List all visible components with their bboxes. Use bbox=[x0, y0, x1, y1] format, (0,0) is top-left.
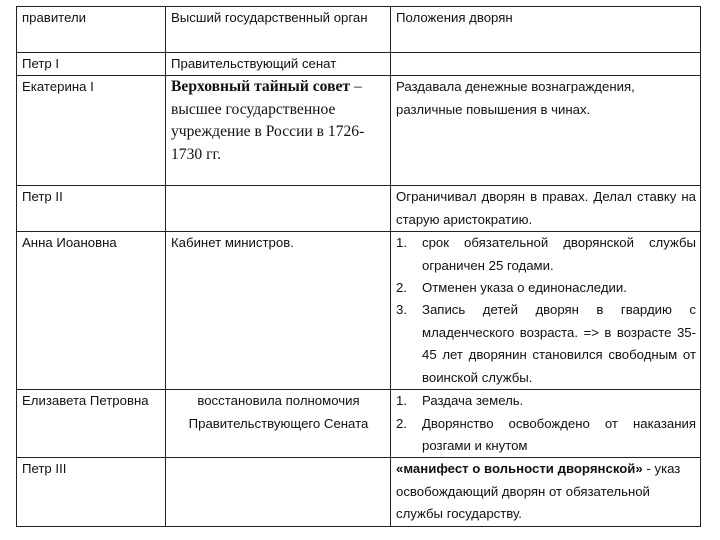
list-item-text: срок обязательной дворянской службы ограничен 25 годами. bbox=[422, 235, 696, 273]
position-text: Раздавала денежные вознаграждения, различные повышения в чинах. bbox=[396, 79, 635, 117]
organ-cell bbox=[166, 76, 391, 186]
list-item-text: Раздача земель. bbox=[422, 393, 524, 409]
header-row bbox=[17, 7, 701, 53]
header-cell-positions bbox=[391, 7, 701, 53]
ruler-cell bbox=[17, 53, 166, 76]
table-row bbox=[17, 232, 701, 390]
organ-text: Кабинет министров. bbox=[171, 235, 294, 251]
header-cell-organ bbox=[166, 7, 391, 53]
list-item bbox=[396, 299, 696, 389]
list-number: 2. bbox=[396, 280, 407, 296]
organ-cell bbox=[166, 186, 391, 232]
header-positions-label: Положения дворян bbox=[396, 10, 513, 25]
list-item-text: Отменен указа о единонаследии. bbox=[422, 280, 627, 296]
ruler-cell bbox=[17, 390, 166, 458]
list-item-text: Запись детей дворян в гвардию с младенческого возраста. => в возрасте 35-45 лет дворянин становился свободным от воинской службы. bbox=[422, 302, 696, 385]
table-row bbox=[17, 53, 701, 76]
table-row bbox=[17, 458, 701, 526]
position-cell bbox=[391, 390, 701, 458]
ruler-cell bbox=[17, 76, 166, 186]
ruler-cell bbox=[17, 186, 166, 232]
list-number: 3. bbox=[396, 302, 407, 318]
list-item bbox=[396, 277, 696, 299]
organ-text: восстановила полномочия Правительствующего Сената bbox=[188, 393, 369, 431]
list-number: 1. bbox=[396, 235, 407, 251]
list-item-text: Дворянство освобождено от наказания розгами и кнутом bbox=[422, 415, 696, 454]
table-row bbox=[17, 390, 701, 458]
ruler-name: Петр II bbox=[22, 189, 63, 205]
position-cell bbox=[391, 53, 701, 76]
position-cell bbox=[391, 186, 701, 232]
organ-cell bbox=[166, 390, 391, 458]
organ-text: Правительствующий сенат bbox=[171, 56, 337, 71]
position-cell bbox=[391, 76, 701, 186]
ruler-name: Анна Иоановна bbox=[22, 235, 117, 251]
position-list bbox=[396, 232, 696, 389]
header-cell-rulers bbox=[17, 7, 166, 53]
table-row bbox=[17, 186, 701, 232]
organ-bold-text: Верховный тайный совет bbox=[171, 78, 351, 96]
position-text: Ограничивал дворян в правах. Делал ставку на старую аристократию. bbox=[396, 189, 696, 227]
organ-cell bbox=[166, 458, 391, 526]
position-list bbox=[396, 390, 696, 457]
ruler-name: Екатерина I bbox=[22, 79, 94, 95]
organ-cell bbox=[166, 232, 391, 390]
table-row bbox=[17, 76, 701, 186]
ruler-name: Петр III bbox=[22, 461, 67, 477]
position-text: - указ освобождающий дворян от обязательной службы государству. bbox=[396, 461, 681, 522]
header-rulers-label: правители bbox=[22, 10, 87, 25]
ruler-cell bbox=[17, 232, 166, 390]
ruler-name: Елизавета Петровна bbox=[22, 393, 149, 409]
ruler-cell bbox=[17, 458, 166, 526]
rulers-table bbox=[16, 6, 701, 527]
position-cell bbox=[391, 232, 701, 390]
position-bold-text: «манифест о вольности дворянской» bbox=[396, 461, 643, 477]
list-item bbox=[396, 232, 696, 277]
list-number: 2. bbox=[396, 415, 407, 431]
organ-text: – высшее государственное учреждение в России в 1726-1730 гг. bbox=[171, 78, 365, 163]
header-organ-label: Высший государственный орган bbox=[171, 10, 368, 25]
list-number: 1. bbox=[396, 393, 407, 409]
position-cell bbox=[391, 458, 701, 526]
list-item bbox=[396, 390, 696, 412]
list-item bbox=[396, 413, 696, 458]
organ-cell bbox=[166, 53, 391, 76]
ruler-name: Петр I bbox=[22, 56, 60, 71]
